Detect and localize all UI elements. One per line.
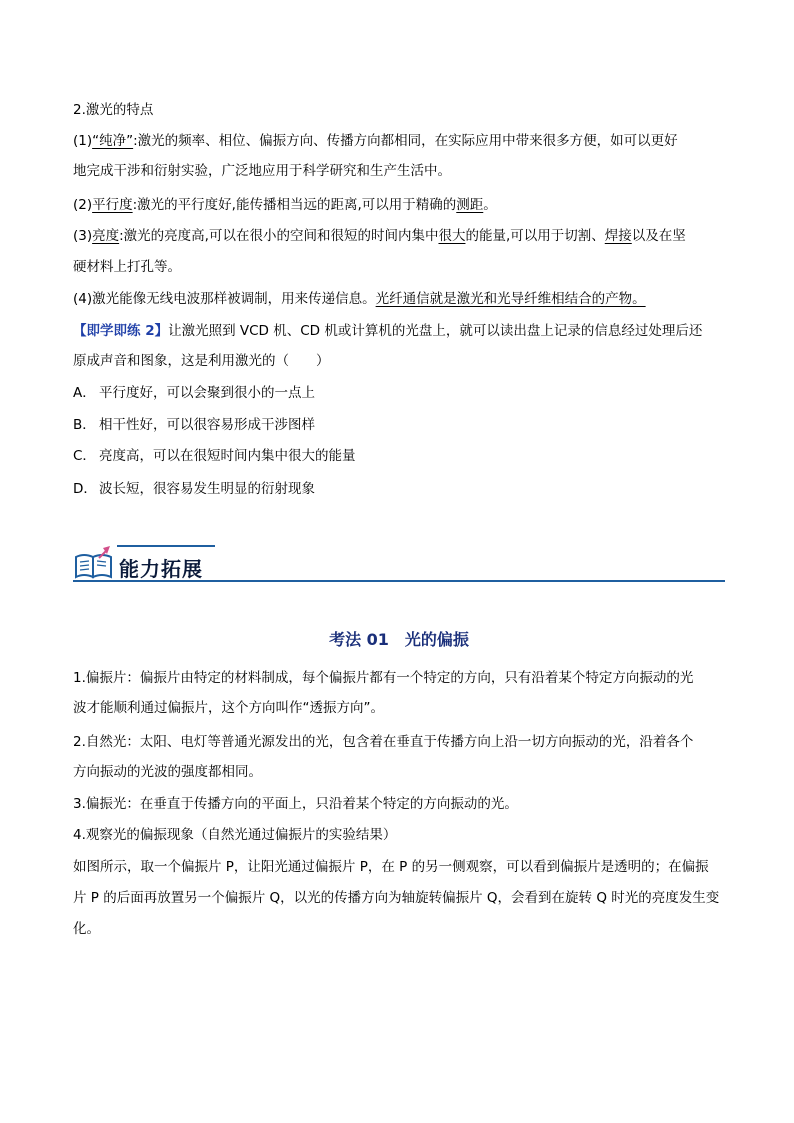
method-title: 考法 01 光的偏振 (329, 630, 469, 649)
paragraph-purity (73, 132, 725, 150)
paragraph-experiment-cont: 片 P 的后面再放置另一个偏振片 Q，以光的传播方向为轴旋转偏振片 Q，会看到在旋转 Q 时光的亮度发生变 (73, 890, 720, 906)
term-ranging: 测距 (456, 197, 484, 213)
heading-laser-features: 2.激光的特点 (73, 102, 154, 118)
option-c[interactable] (73, 447, 725, 465)
exercise-tag: 【即学即练 2】 (73, 323, 169, 339)
paragraph-text: 。 (483, 197, 497, 213)
paragraph-text: :激光的亮度高,可以在很小的空间和很短的时间内集中 (119, 228, 439, 244)
paragraph-text: 以及在坚 (631, 228, 686, 244)
question-text: 让激光照到 VCD 机、CD 机或计算机的光盘上，就可以读出盘上记录的信息经过处理后还 (168, 323, 703, 339)
option-text: 亮度高，可以在很短时间内集中很大的能量 (99, 448, 356, 464)
section-title: 能力拓展 (119, 557, 203, 581)
item-number: (1) (73, 133, 93, 149)
option-b[interactable] (73, 416, 725, 434)
paragraph-observation: 4.观察光的偏振现象（自然光通过偏振片的实验结果） (73, 827, 397, 843)
paragraph-text: :激光的平行度好,能传播相当远的距离,可以用于精确的 (132, 197, 457, 213)
paragraph-polarized-light: 3.偏振光：在垂直于传播方向的平面上，只沿着某个特定的方向振动的光。 (73, 796, 518, 812)
paragraph-text: :激光的频率、相位、偏振方向、传播方向都相同，在实际应用中带来很多方便，如可以更好 (133, 133, 678, 149)
term-welding: 焊接 (604, 228, 632, 244)
paragraph-experiment: 如图所示，取一个偏振片 P，让阳光通过偏振片 P，在 P 的另一侧观察，可以看到偏振片是透明的；在偏振 (73, 859, 709, 875)
option-d[interactable] (73, 480, 725, 498)
section-header (73, 543, 725, 585)
open-book-icon (73, 545, 115, 581)
fiber-communication-note: 光纤通信就是激光和光导纤维相结合的产物。 (375, 291, 646, 307)
exercise-question-cont: 原成声音和图象，这是利用激光的（ ） (73, 353, 330, 369)
paragraph-parallelism (73, 196, 725, 214)
item-number: (2) (73, 197, 93, 213)
paragraph-brightness (73, 227, 725, 245)
option-text: 相干性好，可以很容易形成干涉图样 (99, 417, 315, 433)
option-label: B． (73, 417, 96, 433)
paragraph-experiment-end: 化。 (73, 921, 100, 937)
paragraph-text: 的能量,可以用于切割、 (465, 228, 605, 244)
paragraph-modulation (73, 290, 725, 308)
term-parallelism: 平行度 (92, 197, 133, 213)
paragraph-text: (4)激光能像无线电波那样被调制，用来传递信息。 (73, 291, 376, 307)
paragraph-brightness-cont: 硬材料上打孔等。 (73, 259, 181, 275)
option-label: C． (73, 448, 96, 464)
option-text: 平行度好，可以会聚到很小的一点上 (99, 385, 315, 401)
term-large: 很大 (438, 228, 466, 244)
paragraph-polarizer-cont: 波才能顺利通过偏振片，这个方向叫作“透振方向”。 (73, 700, 384, 716)
paragraph-natural-light-cont: 方向振动的光波的强度都相同。 (73, 764, 262, 780)
option-text: 波长短，很容易发生明显的衍射现象 (99, 481, 315, 497)
section-top-line (117, 545, 215, 547)
option-a[interactable] (73, 384, 725, 402)
paragraph-polarizer: 1.偏振片：偏振片由特定的材料制成，每个偏振片都有一个特定的方向，只有沿着某个特定方向振动的光 (73, 670, 694, 686)
item-number: (3) (73, 228, 93, 244)
option-label: A． (73, 385, 96, 401)
term-brightness: 亮度 (92, 228, 120, 244)
paragraph-purity-cont: 地完成干涉和衍射实验，广泛地应用于科学研究和生产生活中。 (73, 163, 451, 179)
section-divider (73, 580, 725, 582)
exercise-question (73, 322, 725, 340)
term-purity: “纯净” (92, 133, 134, 149)
option-label: D． (73, 481, 97, 497)
paragraph-natural-light: 2.自然光：太阳、电灯等普通光源发出的光，包含着在垂直于传播方向上沿一切方向振动的光，沿着各个 (73, 734, 694, 750)
